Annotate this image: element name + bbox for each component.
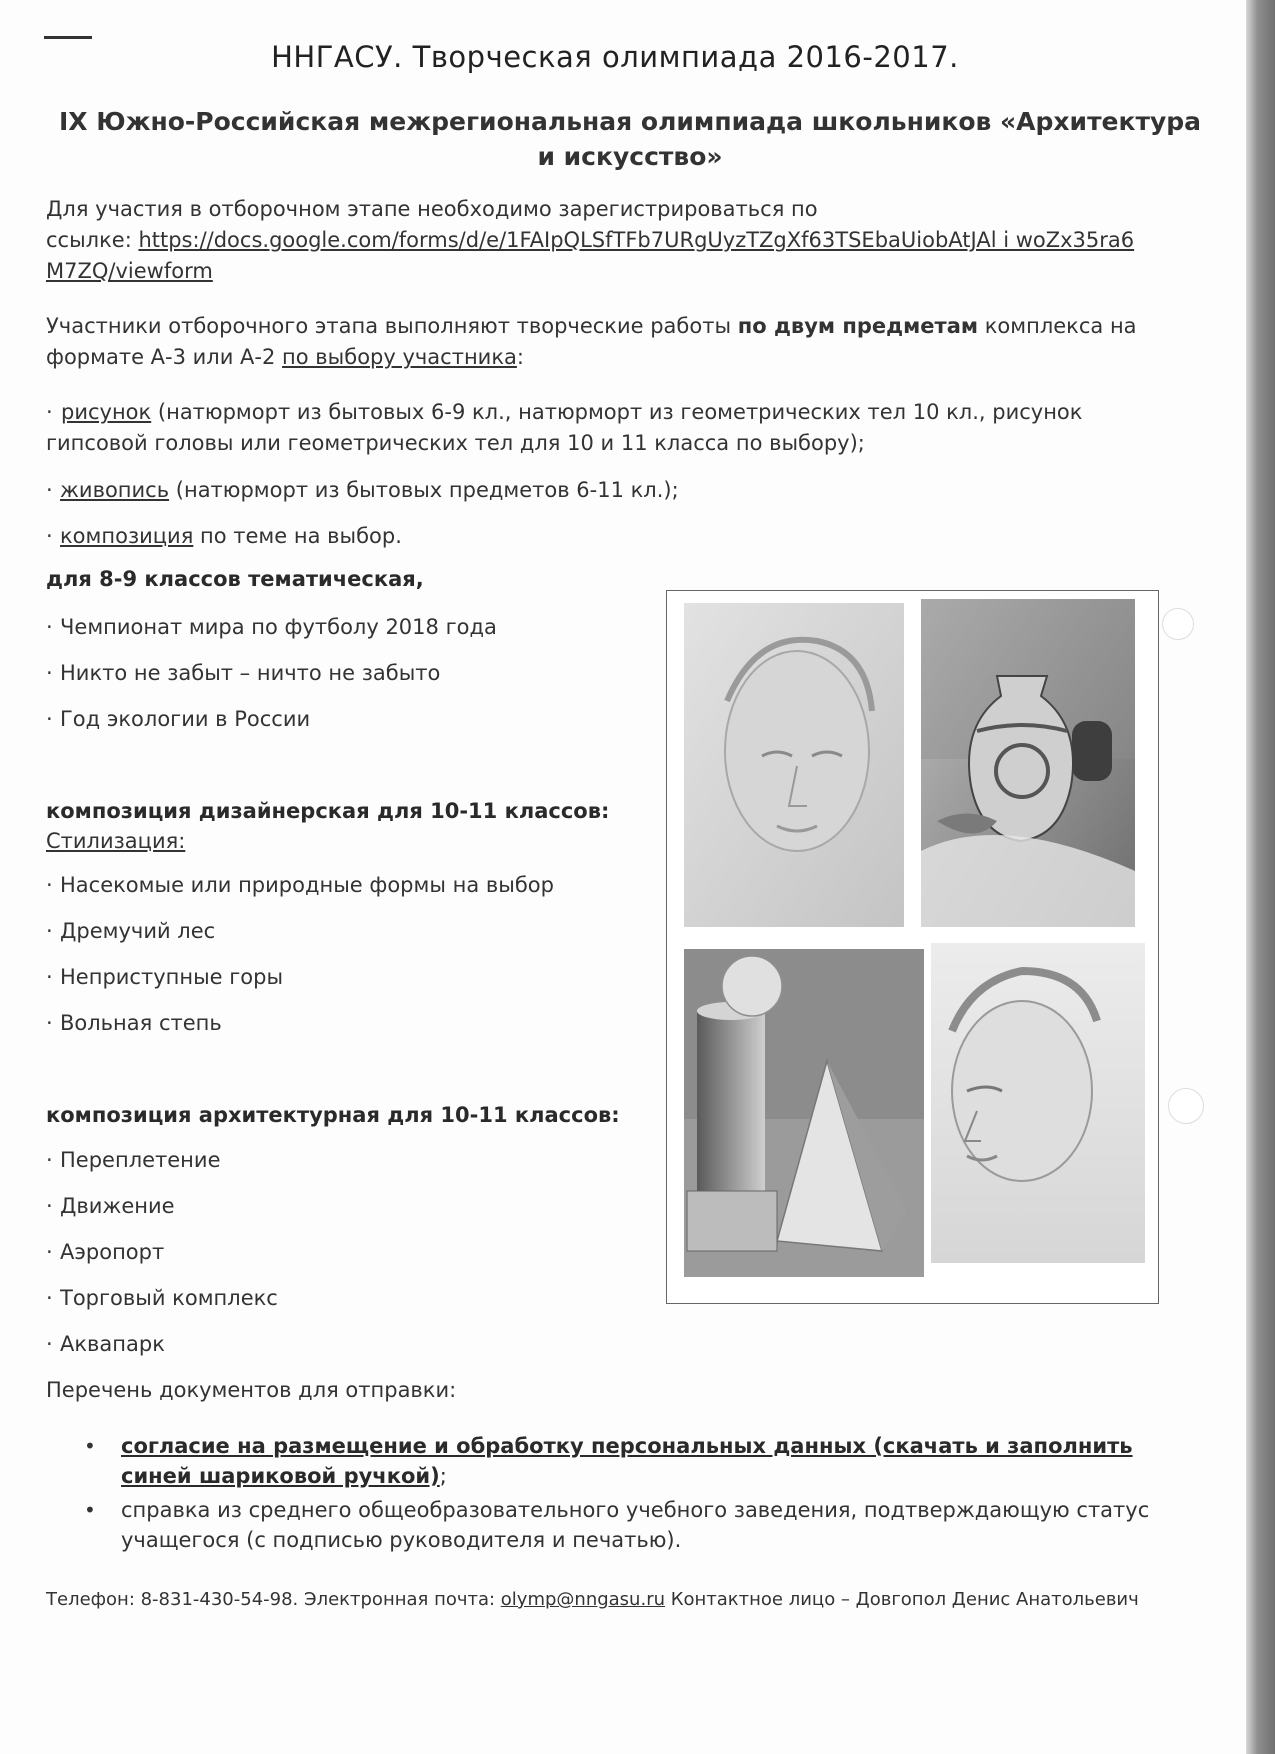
section-subheading-stylization: Стилизация: — [46, 829, 186, 853]
list-item — [46, 1191, 175, 1221]
subject-desc: по теме на выбор. — [193, 524, 402, 548]
email-link[interactable]: olymp@nngasu.ru — [500, 1589, 665, 1610]
subject-name: живопись — [60, 478, 170, 502]
list-item-text: Неприступные горы — [60, 965, 284, 989]
bullet-dot: · — [46, 1148, 53, 1172]
registration-line-1: Для участия в отборочном этапе необходимо зарегистрироваться по — [46, 197, 818, 221]
subtitle-line-1: IX Южно-Российская межрегиональная олимпиада школьников «Архитектура — [58, 107, 1202, 136]
list-item — [46, 1329, 165, 1359]
list-item-text: Год экологии в России — [60, 707, 311, 731]
bullet-dot: · — [46, 965, 53, 989]
scan-edge-shadow — [1246, 0, 1275, 1754]
list-item-text: Движение — [60, 1194, 175, 1218]
list-item — [46, 704, 310, 734]
geometric-bodies-drawing — [684, 949, 924, 1277]
vase-still-life-painting — [921, 599, 1135, 927]
contact-person: Контактное лицо – Довгопол Денис Анатольевич — [665, 1589, 1139, 1610]
list-item — [46, 1283, 278, 1313]
list-item — [46, 1008, 222, 1038]
consent-end: ; — [439, 1464, 447, 1488]
bullet-dot: · — [46, 1240, 53, 1264]
registration-link[interactable]: https://docs.google.com/forms/d/e/1FAIpQLSfTFb7URgUyzTZgXf63TSEbaUiobAtJAl i woZx35ra6 — [138, 228, 1135, 252]
contact-footer — [46, 1589, 1139, 1610]
list-item — [46, 658, 440, 688]
bullet-dot: · — [46, 615, 53, 639]
participants-text-2: комплекса на — [978, 314, 1137, 338]
documents-heading: Перечень документов для отправки: — [46, 1378, 457, 1402]
bullet-dot: · — [46, 919, 53, 943]
list-item-text: Торговый комплекс — [60, 1286, 278, 1310]
list-item — [46, 916, 215, 946]
registration-prefix: ссылке: — [46, 228, 139, 252]
bullet-dot: · — [46, 400, 53, 424]
subject-desc: (натюрморт из бытовых 6-9 кл., натюрморт из геометрических тел 10 кл., рисунок — [151, 400, 1083, 424]
registration-paragraph — [46, 194, 1226, 287]
participants-paragraph — [46, 311, 1226, 373]
bullet-dot: · — [46, 1286, 53, 1310]
bullet-dot: · — [46, 1332, 53, 1356]
bullet-dot: · — [46, 1194, 53, 1218]
david-head-drawing — [931, 943, 1145, 1263]
list-item — [46, 1145, 220, 1175]
subject-name: композиция — [60, 524, 194, 548]
bullet-dot: · — [46, 873, 53, 897]
subtitle-line-2: и искусство» — [537, 142, 723, 171]
artwork-collage — [667, 591, 1158, 1303]
subject-desc: (натюрморт из бытовых предметов 6-11 кл.); — [169, 478, 679, 502]
artwork-examples-frame — [666, 590, 1159, 1304]
bullet-dot: · — [46, 524, 53, 548]
list-item — [46, 1237, 164, 1267]
page-subtitle — [40, 104, 1220, 174]
consent-link[interactable]: согласие на размещение и обработку персональных данных (скачать и заполнить — [121, 1434, 1133, 1458]
registration-link-cont[interactable]: M7ZQ/viewform — [46, 259, 213, 283]
list-item — [46, 962, 283, 992]
corner-mark — [44, 36, 92, 39]
document-item — [84, 1431, 1214, 1493]
list-bullet: • — [84, 1498, 96, 1522]
section-heading-design: композиция дизайнерская для 10-11 классов: — [46, 799, 610, 823]
phone-text: Телефон: 8-831-430-54-98. Электронная почта: — [46, 1589, 501, 1610]
list-item-text: Насекомые или природные формы на выбор — [60, 873, 554, 897]
document-item — [84, 1495, 1214, 1557]
list-item-text: Аэропорт — [60, 1240, 165, 1264]
punch-hole — [1162, 608, 1194, 640]
certificate-line-1: справка из среднего общеобразовательного учебного заведения, подтверждающую статус — [121, 1498, 1150, 1522]
subject-item — [46, 521, 402, 551]
page-title: ННГАСУ. Творческая олимпиада 2016-2017. — [271, 40, 959, 74]
list-item-text: Никто не забыт – ничто не забыто — [60, 661, 441, 685]
participants-choice: по выбору участника — [282, 345, 517, 369]
punch-hole — [1168, 1088, 1204, 1124]
list-bullet: • — [84, 1434, 96, 1458]
list-item-text: Чемпионат мира по футболу 2018 года — [60, 615, 497, 639]
bullet-dot: · — [46, 478, 53, 502]
section-heading-arch: композиция архитектурная для 10-11 классов: — [46, 1103, 620, 1127]
list-item-text: Переплетение — [60, 1148, 221, 1172]
section-heading-8-9: для 8-9 классов тематическая, — [46, 567, 424, 591]
participants-bold: по двум предметам — [737, 314, 979, 338]
subject-item — [46, 397, 1226, 459]
bullet-dot: · — [46, 661, 53, 685]
participants-colon: : — [516, 345, 524, 369]
subject-name: рисунок — [61, 400, 152, 424]
plaster-head-drawing — [684, 603, 904, 927]
list-item — [46, 612, 497, 642]
consent-link-cont[interactable]: синей шариковой ручкой) — [121, 1464, 440, 1488]
participants-line2: формате А-3 или А-2 — [46, 345, 283, 369]
list-item-text: Дремучий лес — [60, 919, 216, 943]
list-item — [46, 870, 554, 900]
certificate-line-2: учащегося (с подписью руководителя и печатью). — [121, 1528, 682, 1552]
list-item-text: Вольная степь — [60, 1011, 222, 1035]
subject-desc-cont: гипсовой головы или геометрических тел для 10 и 11 класса по выбору); — [46, 431, 865, 455]
list-item-text: Аквапарк — [60, 1332, 165, 1356]
bullet-dot: · — [46, 707, 53, 731]
participants-text-1: Участники отборочного этапа выполняют творческие работы — [46, 314, 738, 338]
bullet-dot: · — [46, 1011, 53, 1035]
subject-item — [46, 475, 679, 505]
